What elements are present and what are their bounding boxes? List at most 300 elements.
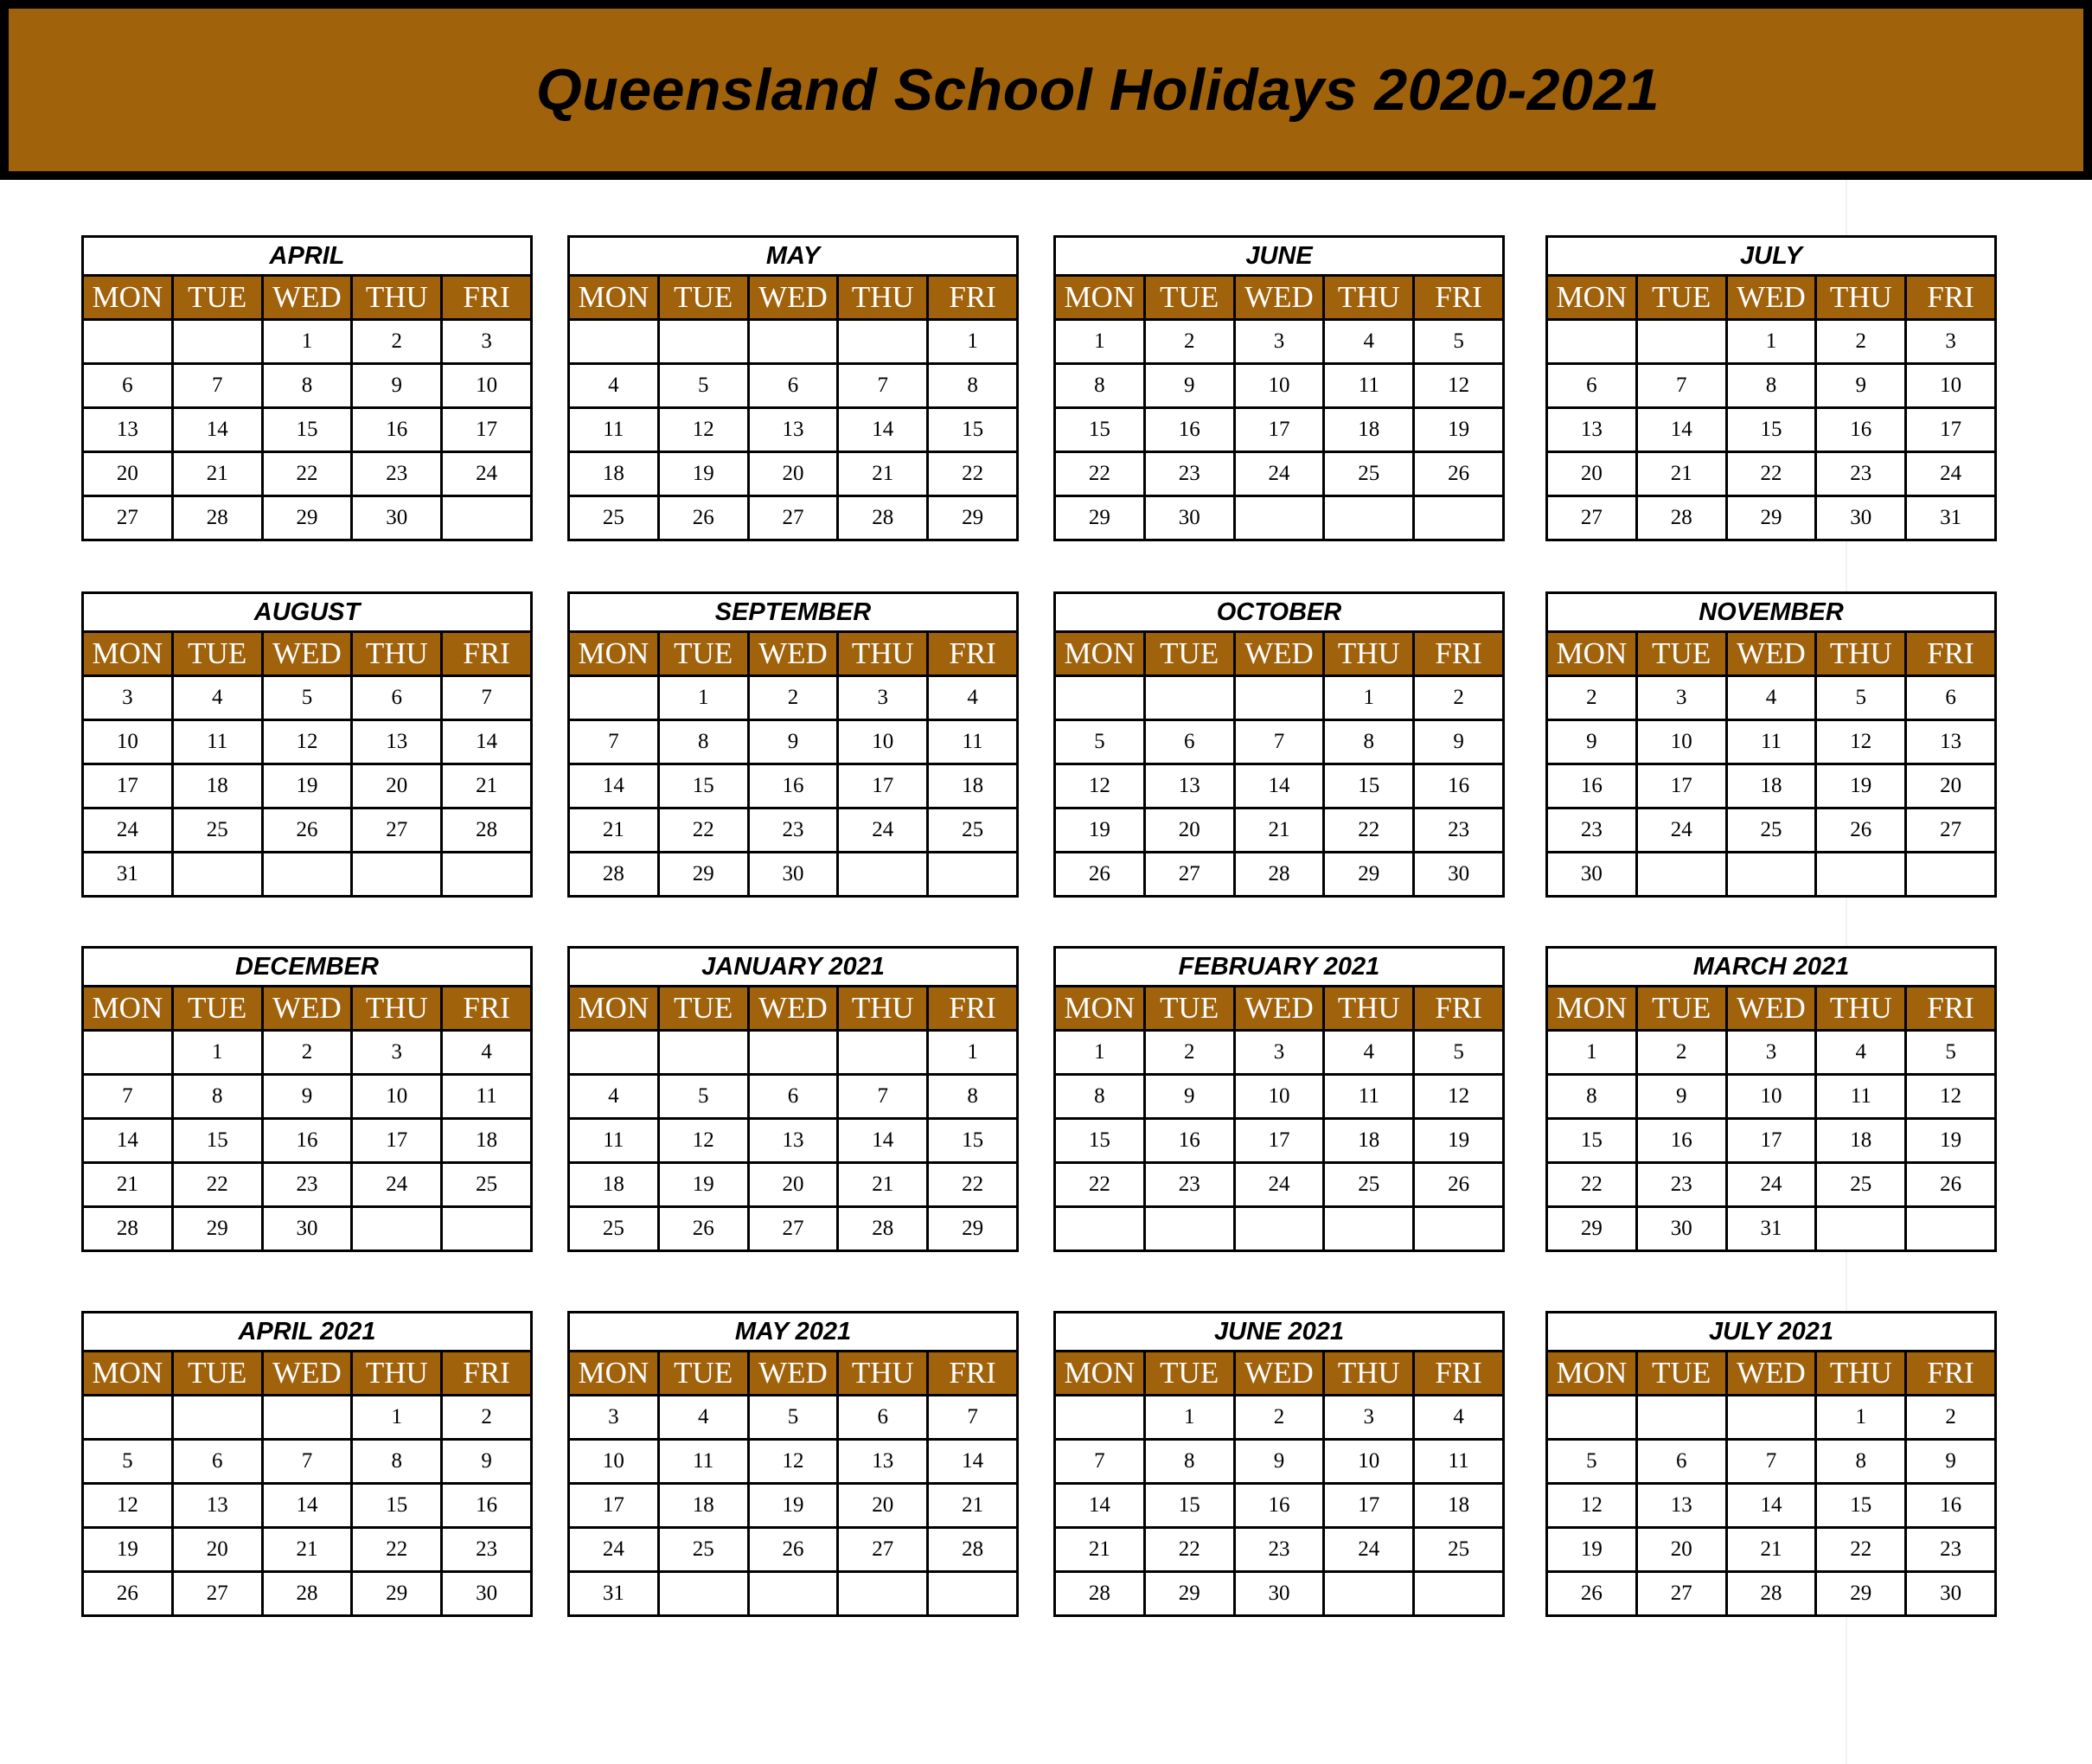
day-cell: 11 xyxy=(569,1119,659,1163)
day-cell: 11 xyxy=(1414,1440,1504,1484)
day-cell: 2 xyxy=(262,1031,352,1075)
day-cell: 21 xyxy=(172,452,262,496)
day-cell xyxy=(838,1572,928,1616)
weekday-header: THU xyxy=(1816,1352,1906,1396)
day-cell: 30 xyxy=(352,496,442,540)
day-cell: 23 xyxy=(1636,1163,1726,1207)
day-cell: 24 xyxy=(83,808,173,853)
day-cell: 8 xyxy=(1144,1440,1234,1484)
week-row xyxy=(569,808,1018,853)
weekday-header: MON xyxy=(83,987,173,1031)
day-cell: 16 xyxy=(1414,764,1504,808)
day-cell: 4 xyxy=(442,1031,532,1075)
day-cell: 18 xyxy=(172,764,262,808)
week-row xyxy=(1547,1528,1996,1572)
day-cell xyxy=(1324,1207,1414,1251)
day-cell: 5 xyxy=(1414,320,1504,364)
day-cell: 8 xyxy=(172,1075,262,1119)
weekday-header: TUE xyxy=(658,276,748,320)
day-cell: 8 xyxy=(928,1075,1018,1119)
day-cell: 22 xyxy=(262,452,352,496)
month-name: JULY xyxy=(1547,237,1996,276)
weekday-header: FRI xyxy=(442,276,532,320)
day-cell: 23 xyxy=(1234,1528,1324,1572)
weekday-header: THU xyxy=(838,987,928,1031)
week-row xyxy=(569,720,1018,764)
week-row xyxy=(569,1207,1018,1251)
day-cell: 3 xyxy=(1726,1031,1816,1075)
week-row xyxy=(1055,764,1504,808)
day-cell: 18 xyxy=(658,1484,748,1528)
day-cell: 16 xyxy=(1234,1484,1324,1528)
day-cell xyxy=(748,320,838,364)
weekday-header: THU xyxy=(1324,1352,1414,1396)
weekday-header-row xyxy=(83,632,532,676)
day-cell xyxy=(1055,1396,1145,1440)
day-cell: 2 xyxy=(442,1396,532,1440)
weekday-header: WED xyxy=(1234,632,1324,676)
day-cell: 19 xyxy=(1414,408,1504,452)
day-cell: 15 xyxy=(172,1119,262,1163)
day-cell xyxy=(172,320,262,364)
day-cell: 18 xyxy=(1324,1119,1414,1163)
day-cell: 8 xyxy=(928,364,1018,408)
weekday-header: TUE xyxy=(1144,276,1234,320)
week-row xyxy=(83,408,532,452)
weekday-header: MON xyxy=(1547,987,1637,1031)
day-cell: 25 xyxy=(442,1163,532,1207)
week-row xyxy=(1055,1440,1504,1484)
weekday-header: THU xyxy=(352,987,442,1031)
weekday-header: THU xyxy=(352,1352,442,1396)
day-cell: 2 xyxy=(1906,1396,1996,1440)
weekday-header: FRI xyxy=(928,276,1018,320)
day-cell: 7 xyxy=(262,1440,352,1484)
day-cell: 6 xyxy=(352,676,442,720)
week-row xyxy=(1547,320,1996,364)
week-row xyxy=(1547,1440,1996,1484)
day-cell: 3 xyxy=(442,320,532,364)
weekday-header-row xyxy=(569,987,1018,1031)
day-cell: 13 xyxy=(83,408,173,452)
weekday-header: MON xyxy=(1055,276,1145,320)
day-cell: 11 xyxy=(172,720,262,764)
day-cell: 24 xyxy=(1726,1163,1816,1207)
day-cell: 27 xyxy=(1906,808,1996,853)
day-cell: 31 xyxy=(1906,496,1996,540)
day-cell: 10 xyxy=(1906,364,1996,408)
weekday-header: FRI xyxy=(1906,632,1996,676)
day-cell: 10 xyxy=(1234,1075,1324,1119)
day-cell xyxy=(569,1031,659,1075)
weekday-header: MON xyxy=(1055,1352,1145,1396)
day-cell: 24 xyxy=(352,1163,442,1207)
day-cell: 25 xyxy=(658,1528,748,1572)
day-cell: 21 xyxy=(569,808,659,853)
week-row xyxy=(1547,408,1996,452)
day-cell: 19 xyxy=(262,764,352,808)
day-cell: 19 xyxy=(1906,1119,1996,1163)
day-cell: 11 xyxy=(1324,364,1414,408)
day-cell: 26 xyxy=(748,1528,838,1572)
day-cell xyxy=(1636,1396,1726,1440)
weekday-header: THU xyxy=(352,632,442,676)
day-cell xyxy=(1906,853,1996,897)
day-cell: 6 xyxy=(172,1440,262,1484)
day-cell: 1 xyxy=(1324,676,1414,720)
week-row xyxy=(83,1207,532,1251)
day-cell xyxy=(838,853,928,897)
day-cell: 18 xyxy=(1816,1119,1906,1163)
weekday-header-row xyxy=(1547,632,1996,676)
day-cell xyxy=(262,853,352,897)
week-row xyxy=(569,764,1018,808)
weekday-header: WED xyxy=(1726,276,1816,320)
week-row xyxy=(569,1075,1018,1119)
week-row xyxy=(569,1440,1018,1484)
day-cell: 5 xyxy=(658,1075,748,1119)
week-row xyxy=(569,496,1018,540)
day-cell: 22 xyxy=(1144,1528,1234,1572)
weekday-header: WED xyxy=(262,987,352,1031)
day-cell: 7 xyxy=(838,1075,928,1119)
week-row xyxy=(1055,676,1504,720)
week-row xyxy=(83,676,532,720)
week-row xyxy=(83,1484,532,1528)
month-calendar xyxy=(1053,591,1505,898)
week-row xyxy=(569,1528,1018,1572)
month-calendar xyxy=(1053,235,1505,541)
day-cell: 7 xyxy=(928,1396,1018,1440)
day-cell: 15 xyxy=(928,1119,1018,1163)
month-calendar xyxy=(81,591,533,898)
day-cell: 25 xyxy=(1324,1163,1414,1207)
weekday-header: TUE xyxy=(1636,632,1726,676)
day-cell: 30 xyxy=(442,1572,532,1616)
day-cell: 26 xyxy=(1414,452,1504,496)
day-cell: 9 xyxy=(1636,1075,1726,1119)
day-cell: 29 xyxy=(928,496,1018,540)
week-row xyxy=(1055,808,1504,853)
day-cell: 16 xyxy=(1144,408,1234,452)
weekday-header: FRI xyxy=(1906,987,1996,1031)
day-cell: 25 xyxy=(569,496,659,540)
day-cell: 23 xyxy=(1816,452,1906,496)
day-cell xyxy=(352,1207,442,1251)
week-row xyxy=(1547,1484,1996,1528)
day-cell: 19 xyxy=(658,1163,748,1207)
day-cell: 30 xyxy=(1816,496,1906,540)
day-cell: 22 xyxy=(1726,452,1816,496)
day-cell: 2 xyxy=(1144,320,1234,364)
week-row xyxy=(1055,853,1504,897)
day-cell: 6 xyxy=(1144,720,1234,764)
weekday-header: FRI xyxy=(928,632,1018,676)
weekday-header: FRI xyxy=(1906,276,1996,320)
day-cell: 12 xyxy=(748,1440,838,1484)
day-cell: 7 xyxy=(172,364,262,408)
weekday-header: TUE xyxy=(658,632,748,676)
day-cell xyxy=(569,676,659,720)
day-cell: 21 xyxy=(1234,808,1324,853)
day-cell: 11 xyxy=(1324,1075,1414,1119)
day-cell: 1 xyxy=(1055,320,1145,364)
day-cell: 7 xyxy=(1055,1440,1145,1484)
day-cell xyxy=(83,1031,173,1075)
day-cell xyxy=(928,1572,1018,1616)
week-row xyxy=(1547,1572,1996,1616)
weekday-header-row xyxy=(1055,1352,1504,1396)
weekday-header: FRI xyxy=(1414,987,1504,1031)
weekday-header-row xyxy=(1055,632,1504,676)
day-cell xyxy=(1324,1572,1414,1616)
day-cell: 6 xyxy=(838,1396,928,1440)
day-cell: 17 xyxy=(442,408,532,452)
weekday-header: THU xyxy=(838,276,928,320)
week-row xyxy=(83,320,532,364)
day-cell xyxy=(748,1572,838,1616)
weekday-header: MON xyxy=(1547,1352,1637,1396)
week-row xyxy=(1547,808,1996,853)
weekday-header: TUE xyxy=(1144,632,1234,676)
day-cell: 17 xyxy=(352,1119,442,1163)
day-cell: 23 xyxy=(442,1528,532,1572)
week-row xyxy=(83,720,532,764)
weekday-header: FRI xyxy=(1414,632,1504,676)
weekday-header: THU xyxy=(1324,987,1414,1031)
month-name: FEBRUARY 2021 xyxy=(1055,948,1504,987)
day-cell: 17 xyxy=(569,1484,659,1528)
day-cell: 8 xyxy=(1055,1075,1145,1119)
weekday-header: TUE xyxy=(1636,276,1726,320)
weekday-header: THU xyxy=(1324,632,1414,676)
day-cell: 22 xyxy=(1816,1528,1906,1572)
day-cell: 19 xyxy=(1816,764,1906,808)
day-cell: 12 xyxy=(1414,364,1504,408)
week-row xyxy=(83,764,532,808)
day-cell: 20 xyxy=(748,1163,838,1207)
day-cell: 12 xyxy=(1414,1075,1504,1119)
day-cell: 9 xyxy=(1234,1440,1324,1484)
month-name: JUNE xyxy=(1055,237,1504,276)
day-cell: 9 xyxy=(262,1075,352,1119)
day-cell: 25 xyxy=(172,808,262,853)
week-row xyxy=(1055,1075,1504,1119)
weekday-header: WED xyxy=(1234,987,1324,1031)
day-cell: 10 xyxy=(1636,720,1726,764)
day-cell: 12 xyxy=(83,1484,173,1528)
day-cell: 20 xyxy=(838,1484,928,1528)
day-cell: 30 xyxy=(1414,853,1504,897)
weekday-header-row xyxy=(569,632,1018,676)
day-cell xyxy=(172,853,262,897)
day-cell xyxy=(1816,1207,1906,1251)
day-cell: 30 xyxy=(748,853,838,897)
day-cell: 14 xyxy=(1234,764,1324,808)
week-row xyxy=(569,452,1018,496)
weekday-header: WED xyxy=(1726,987,1816,1031)
week-row xyxy=(83,364,532,408)
day-cell: 5 xyxy=(1055,720,1145,764)
day-cell: 27 xyxy=(172,1572,262,1616)
day-cell xyxy=(1414,1572,1504,1616)
day-cell: 15 xyxy=(262,408,352,452)
day-cell: 11 xyxy=(442,1075,532,1119)
week-row xyxy=(1055,496,1504,540)
day-cell: 18 xyxy=(1324,408,1414,452)
day-cell: 24 xyxy=(1906,452,1996,496)
day-cell: 1 xyxy=(262,320,352,364)
day-cell: 16 xyxy=(1144,1119,1234,1163)
day-cell: 27 xyxy=(838,1528,928,1572)
day-cell: 30 xyxy=(1234,1572,1324,1616)
day-cell: 26 xyxy=(83,1572,173,1616)
day-cell xyxy=(658,1031,748,1075)
day-cell: 14 xyxy=(838,1119,928,1163)
day-cell: 8 xyxy=(1055,364,1145,408)
weekday-header: FRI xyxy=(1906,1352,1996,1396)
day-cell: 16 xyxy=(262,1119,352,1163)
weekday-header-row xyxy=(1547,276,1996,320)
week-row xyxy=(569,364,1018,408)
day-cell xyxy=(352,853,442,897)
weekday-header-row xyxy=(83,987,532,1031)
day-cell: 21 xyxy=(1055,1528,1145,1572)
day-cell xyxy=(658,320,748,364)
day-cell: 9 xyxy=(1144,1075,1234,1119)
weekday-header-row xyxy=(83,276,532,320)
month-calendar xyxy=(1053,946,1505,1252)
day-cell xyxy=(748,1031,838,1075)
week-row xyxy=(1547,720,1996,764)
day-cell: 14 xyxy=(569,764,659,808)
day-cell: 17 xyxy=(1324,1484,1414,1528)
day-cell: 23 xyxy=(1144,1163,1234,1207)
day-cell: 1 xyxy=(928,1031,1018,1075)
day-cell: 20 xyxy=(172,1528,262,1572)
day-cell: 23 xyxy=(1906,1528,1996,1572)
week-row xyxy=(569,1572,1018,1616)
day-cell: 13 xyxy=(748,408,838,452)
day-cell: 10 xyxy=(1324,1440,1414,1484)
day-cell: 17 xyxy=(838,764,928,808)
day-cell: 26 xyxy=(1816,808,1906,853)
day-cell: 26 xyxy=(1414,1163,1504,1207)
day-cell: 9 xyxy=(1906,1440,1996,1484)
day-cell: 23 xyxy=(1144,452,1234,496)
day-cell: 7 xyxy=(1234,720,1324,764)
day-cell: 2 xyxy=(1636,1031,1726,1075)
day-cell: 24 xyxy=(1636,808,1726,853)
day-cell xyxy=(442,1207,532,1251)
day-cell: 22 xyxy=(172,1163,262,1207)
day-cell: 23 xyxy=(1414,808,1504,853)
week-row xyxy=(83,1396,532,1440)
day-cell xyxy=(83,320,173,364)
day-cell: 1 xyxy=(1055,1031,1145,1075)
day-cell: 3 xyxy=(569,1396,659,1440)
day-cell: 19 xyxy=(1055,808,1145,853)
day-cell: 12 xyxy=(1816,720,1906,764)
day-cell: 6 xyxy=(83,364,173,408)
day-cell: 11 xyxy=(658,1440,748,1484)
day-cell: 5 xyxy=(1906,1031,1996,1075)
day-cell: 20 xyxy=(1906,764,1996,808)
day-cell: 4 xyxy=(1324,1031,1414,1075)
day-cell: 23 xyxy=(1547,808,1637,853)
week-row xyxy=(83,808,532,853)
day-cell: 11 xyxy=(569,408,659,452)
weekday-header: WED xyxy=(748,1352,838,1396)
week-row xyxy=(1055,1396,1504,1440)
week-row xyxy=(83,452,532,496)
day-cell: 21 xyxy=(838,452,928,496)
day-cell: 20 xyxy=(748,452,838,496)
day-cell: 3 xyxy=(1234,1031,1324,1075)
weekday-header: FRI xyxy=(442,987,532,1031)
day-cell: 1 xyxy=(352,1396,442,1440)
day-cell: 3 xyxy=(1324,1396,1414,1440)
day-cell: 8 xyxy=(262,364,352,408)
day-cell: 14 xyxy=(838,408,928,452)
day-cell xyxy=(1726,853,1816,897)
day-cell: 7 xyxy=(83,1075,173,1119)
day-cell: 28 xyxy=(262,1572,352,1616)
day-cell: 12 xyxy=(262,720,352,764)
weekday-header: WED xyxy=(748,987,838,1031)
day-cell xyxy=(569,320,659,364)
month-name: MAY xyxy=(569,237,1018,276)
day-cell: 28 xyxy=(442,808,532,853)
day-cell xyxy=(1144,1207,1234,1251)
week-row xyxy=(569,1119,1018,1163)
weekday-header-row xyxy=(83,1352,532,1396)
day-cell: 27 xyxy=(748,496,838,540)
day-cell: 17 xyxy=(1726,1119,1816,1163)
week-row xyxy=(83,1031,532,1075)
day-cell: 27 xyxy=(1144,853,1234,897)
weekday-header: TUE xyxy=(172,987,262,1031)
day-cell: 4 xyxy=(1726,676,1816,720)
day-cell: 22 xyxy=(928,1163,1018,1207)
week-row xyxy=(1547,364,1996,408)
day-cell xyxy=(1816,853,1906,897)
weekday-header: MON xyxy=(569,276,659,320)
day-cell: 12 xyxy=(1906,1075,1996,1119)
day-cell: 1 xyxy=(1816,1396,1906,1440)
day-cell: 22 xyxy=(1547,1163,1637,1207)
month-name: JUNE 2021 xyxy=(1055,1313,1504,1352)
week-row xyxy=(569,1163,1018,1207)
week-row xyxy=(569,676,1018,720)
week-row xyxy=(83,1572,532,1616)
day-cell xyxy=(172,1396,262,1440)
day-cell: 7 xyxy=(838,364,928,408)
week-row xyxy=(1547,676,1996,720)
weekday-header: THU xyxy=(1324,276,1414,320)
week-row xyxy=(1547,1075,1996,1119)
weekday-header: MON xyxy=(1055,632,1145,676)
day-cell: 31 xyxy=(1726,1207,1816,1251)
week-row xyxy=(1055,720,1504,764)
day-cell: 8 xyxy=(1726,364,1816,408)
day-cell: 9 xyxy=(1547,720,1637,764)
day-cell: 14 xyxy=(172,408,262,452)
day-cell xyxy=(1234,676,1324,720)
week-row xyxy=(1055,452,1504,496)
month-name: JANUARY 2021 xyxy=(569,948,1018,987)
weekday-header: MON xyxy=(1055,987,1145,1031)
